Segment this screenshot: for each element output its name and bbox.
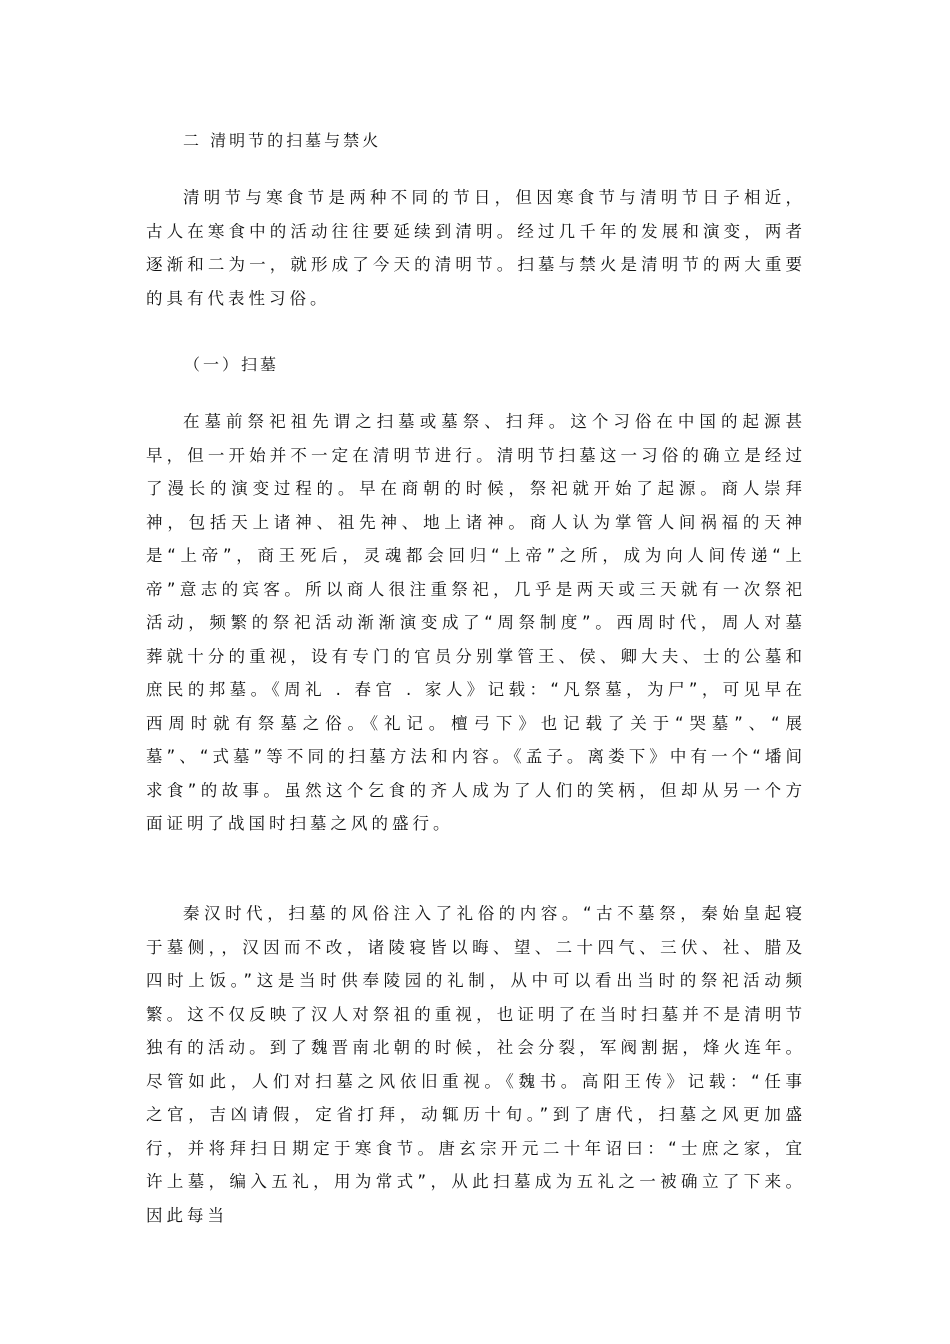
section-heading: 二 清明节的扫墓与禁火: [183, 131, 382, 150]
intro-paragraph: 清明节与寒食节是两种不同的节日，但因寒食节与清明节日子相近，古人在寒食中的活动往往要延续到清明。经过几千年的发展和演变，两者逐渐和二为一，就形成了今天的清明节。扫墓与禁火是清明节的两大重要的具有代表性习俗。: [146, 188, 806, 308]
body-paragraph: 秦汉时代，扫墓的风俗注入了礼俗的内容。“古不墓祭，秦始皇起寝于墓侧，，汉因而不改，诸陵寝皆以晦、望、二十四气、三伏、社、腊及四时上饭。”这是当时供奉陵园的礼制，从中可以看出当时的祭祀活动频繁。这不仅反映了汉人对祭祖的重视，也证明了在当时扫墓并不是清明节独有的活动。到了魏晋南北朝的时候，社会分裂，军阀割据，烽火连年。尽管如此，人们对扫墓之风依旧重视。《魏书。高阳王传》记载：“任事之官，吉凶请假，定省打拜，动辄历十旬。”到了唐代，扫墓之风更加盛行，并将拜扫日期定于寒食节。唐玄宗开元二十年诏曰：“士庶之家，宜许上墓，编入五礼，用为常式”，从此扫墓成为五礼之一被确立了下来。因此每当: [146, 904, 806, 1225]
subsection-heading: （一）扫墓: [184, 355, 280, 374]
body-paragraph: 在墓前祭祀祖先谓之扫墓或墓祭、扫拜。这个习俗在中国的起源甚早，但一开始并不一定在清明节进行。清明节扫墓这一习俗的确立是经过了漫长的演变过程的。早在商朝的时候，祭祀就开始了起源。商人崇拜神，包括天上诸神、祖先神、地上诸神。商人认为掌管人间祸福的天神是“上帝”，商王死后，灵魂都会回归“上帝”之所，成为向人间传递“上帝”意志的宾客。所以商人很注重祭祀，几乎是两天或三天就有一次祭祀活动，频繁的祭祀活动渐渐演变成了“周祭制度”。西周时代，周人对墓葬就十分的重视，设有专门的官员分别掌管王、侯、卿大夫、士的公墓和庶民的邦墓。《周礼 . 春官 . 家人》记载：“凡祭墓，为尸”，可见早在西周时就有祭墓之俗。《礼记。檀弓下》也记载了关于“哭墓”、“展墓”、“式墓”等不同的扫墓方法和内容。《孟子。离娄下》中有一个“墦间求食”的故事。虽然这个乞食的齐人成为了人们的笑柄，但却从另一个方面证明了战国时扫墓之风的盛行。: [146, 412, 806, 833]
